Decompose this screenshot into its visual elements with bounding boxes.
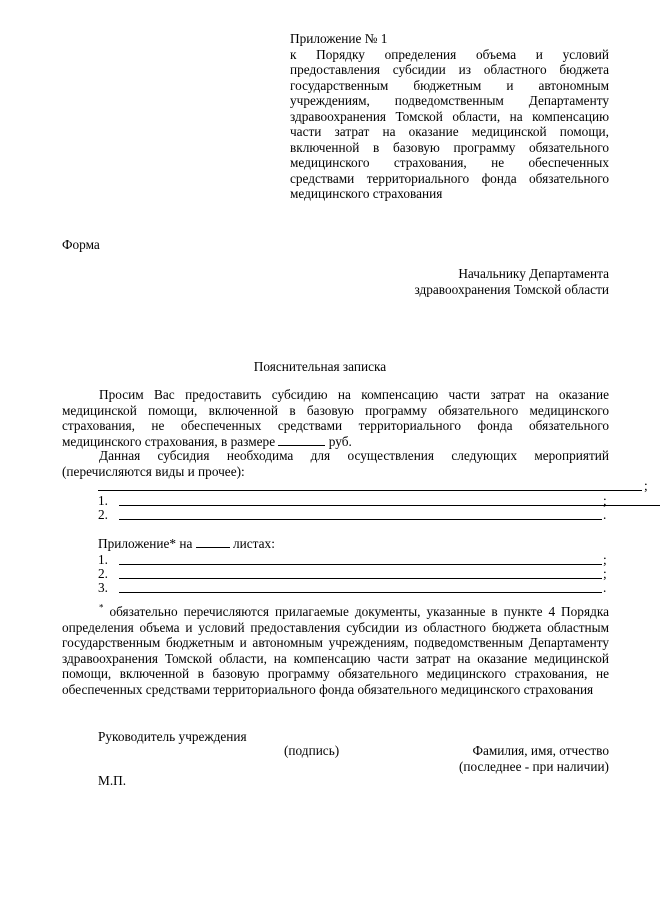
attachment-line-2[interactable]: [62, 566, 609, 581]
measures-item-end: .: [603, 507, 607, 522]
head-label: Руководитель учреждения: [98, 729, 247, 744]
attachment-item-num: 3.: [98, 580, 108, 595]
attachment-item-end: ;: [603, 552, 607, 567]
request-text: Просим Вас предоставить субсидию на компенсацию части затрат на оказание медицинской помощи, включенной в базовую программу обязательного медицинского страхования, не обеспеченных средствами территориального фонда обязательного медицинского страхования, в размере: [62, 387, 609, 449]
sheets-count-blank[interactable]: [196, 536, 230, 548]
addressee-block: [414, 266, 609, 297]
attachment-line-3[interactable]: [62, 580, 609, 595]
stamp-label: М.П.: [98, 773, 127, 788]
footnote-paragraph: [62, 604, 609, 697]
footnote-text: обязательно перечисляются прилагаемые документы, указанные в пункте 4 Порядка определения объема и условий предоставления субсидии из областного бюджета областным государственным бюджетным и автономным учреждениям, подведомственным Департаменту здравоохранения Томской области, на компенсацию части затрат на оказание медицинской помощи, включенной в базовую программу обязательного медицинского страхования, не обеспеченных средствами территориального фонда обязательного медицинского страхования: [62, 604, 609, 697]
attachments-sheets-label: листах:: [233, 536, 275, 551]
addressee-line-1: Начальнику Департамента: [458, 266, 609, 281]
measures-paragraph: [62, 448, 609, 479]
measures-item-num: 1.: [98, 493, 108, 508]
measures-line-end: ;: [644, 478, 648, 493]
attachment-item-num: 2.: [98, 566, 108, 581]
measures-text: Данная субсидия необходима для осуществления следующих мероприятий (перечисляются виды и прочее):: [62, 448, 609, 479]
amount-blank[interactable]: [278, 434, 325, 446]
appendix-body: к Порядку определения объема и условий предоставления субсидии из областного бюджета государственным бюджетным и автономным учреждениям, подведомственным Департаменту здравоохранения Томской области, на компенсацию части затрат на оказание медицинской помощи, включенной в базовую программу обязательного медицинского страхования, не обеспеченных средствами территориального фонда обязательного медицинского страхования: [290, 46, 609, 201]
footnote-mark: *: [99, 602, 104, 613]
attachments-text: Приложение* на: [98, 536, 193, 551]
fio-block: [459, 743, 609, 774]
form-label: Форма: [62, 237, 100, 252]
attachment-item-end: .: [603, 580, 607, 595]
addressee-line-2: здравоохранения Томской области: [414, 281, 609, 297]
request-paragraph: [62, 387, 609, 449]
measures-item-end: ;: [603, 493, 607, 508]
note-title: Пояснительная записка: [253, 359, 387, 374]
measures-line-0[interactable]: [62, 478, 648, 493]
request-currency: руб.: [328, 433, 352, 449]
attachment-item-end: ;: [603, 566, 607, 581]
attachments-heading: [98, 536, 275, 552]
measures-item-num: 2.: [98, 507, 108, 522]
measures-line-1[interactable]: [62, 493, 609, 508]
appendix-title: Приложение № 1: [290, 31, 388, 46]
appendix-block: [290, 31, 609, 202]
attachment-line-1[interactable]: [62, 552, 609, 567]
measures-line-2[interactable]: [62, 507, 609, 522]
fio-label: Фамилия, имя, отчество: [472, 743, 609, 758]
attachment-item-num: 1.: [98, 552, 108, 567]
fio-note: (последнее - при наличии): [459, 758, 609, 774]
signature-label: (подпись): [284, 743, 340, 758]
